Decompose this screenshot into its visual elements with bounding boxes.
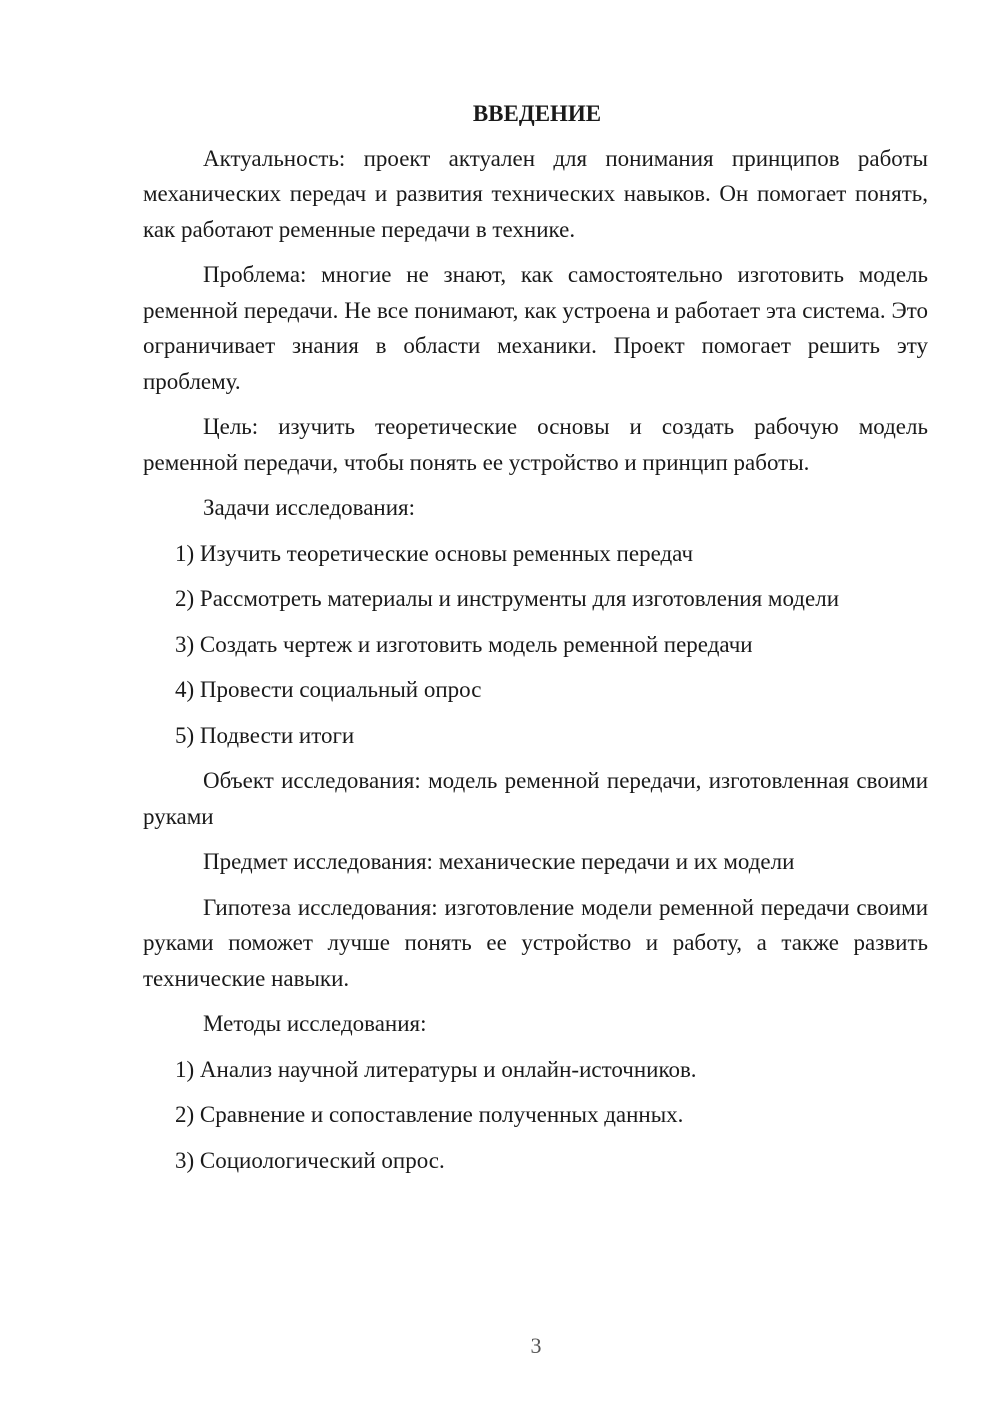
task-item: 5) Подвести итоги bbox=[175, 722, 355, 748]
tasks-heading: Задачи исследования: bbox=[203, 495, 416, 520]
page-number: 3 bbox=[530, 1333, 542, 1358]
task-item: 2) Рассмотреть материалы и инструменты для изготовления модели bbox=[175, 586, 840, 611]
problem-paragraph: Проблема: многие не знают, как самостоятельно изготовить модель ременной передачи. Не все понимают, как устроена и работает эта система. Это ограничивает знания в области механики. Проект помогает решить эту проблему. bbox=[143, 262, 928, 394]
section-title: ВВЕДЕНИЕ bbox=[472, 101, 602, 126]
goal-paragraph: Цель: изучить теоретические основы и создать рабочую модель ременной передачи, чтобы понять ее устройство и принцип работы. bbox=[143, 414, 928, 475]
page-content bbox=[143, 96, 928, 1188]
relevance-paragraph: Актуальность: проект актуален для понимания принципов работы механических передач и развития технических навыков. Он помогает понять, как работают ременные передачи в технике. bbox=[143, 145, 928, 242]
task-item: 4) Провести социальный опрос bbox=[175, 677, 482, 702]
task-item: 1) Изучить теоретические основы ременных передач bbox=[175, 540, 694, 566]
object-paragraph: Объект исследования: модель ременной передачи, изготовленная своими руками bbox=[143, 768, 928, 829]
hypothesis-paragraph: Гипотеза исследования: изготовление модели ременной передачи своими руками поможет лучше понять ее устройство и работу, а также развить технические навыки. bbox=[143, 894, 928, 991]
methods-heading: Методы исследования: bbox=[203, 1011, 427, 1036]
method-item: 1) Анализ научной литературы и онлайн-источников. bbox=[175, 1056, 697, 1082]
subject-paragraph: Предмет исследования: механические передачи и их модели bbox=[203, 849, 795, 874]
method-item: 2) Сравнение и сопоставление полученных данных. bbox=[175, 1102, 684, 1127]
method-item: 3) Социологический опрос. bbox=[175, 1147, 445, 1173]
task-item: 3) Создать чертеж и изготовить модель ременной передачи bbox=[175, 631, 753, 657]
